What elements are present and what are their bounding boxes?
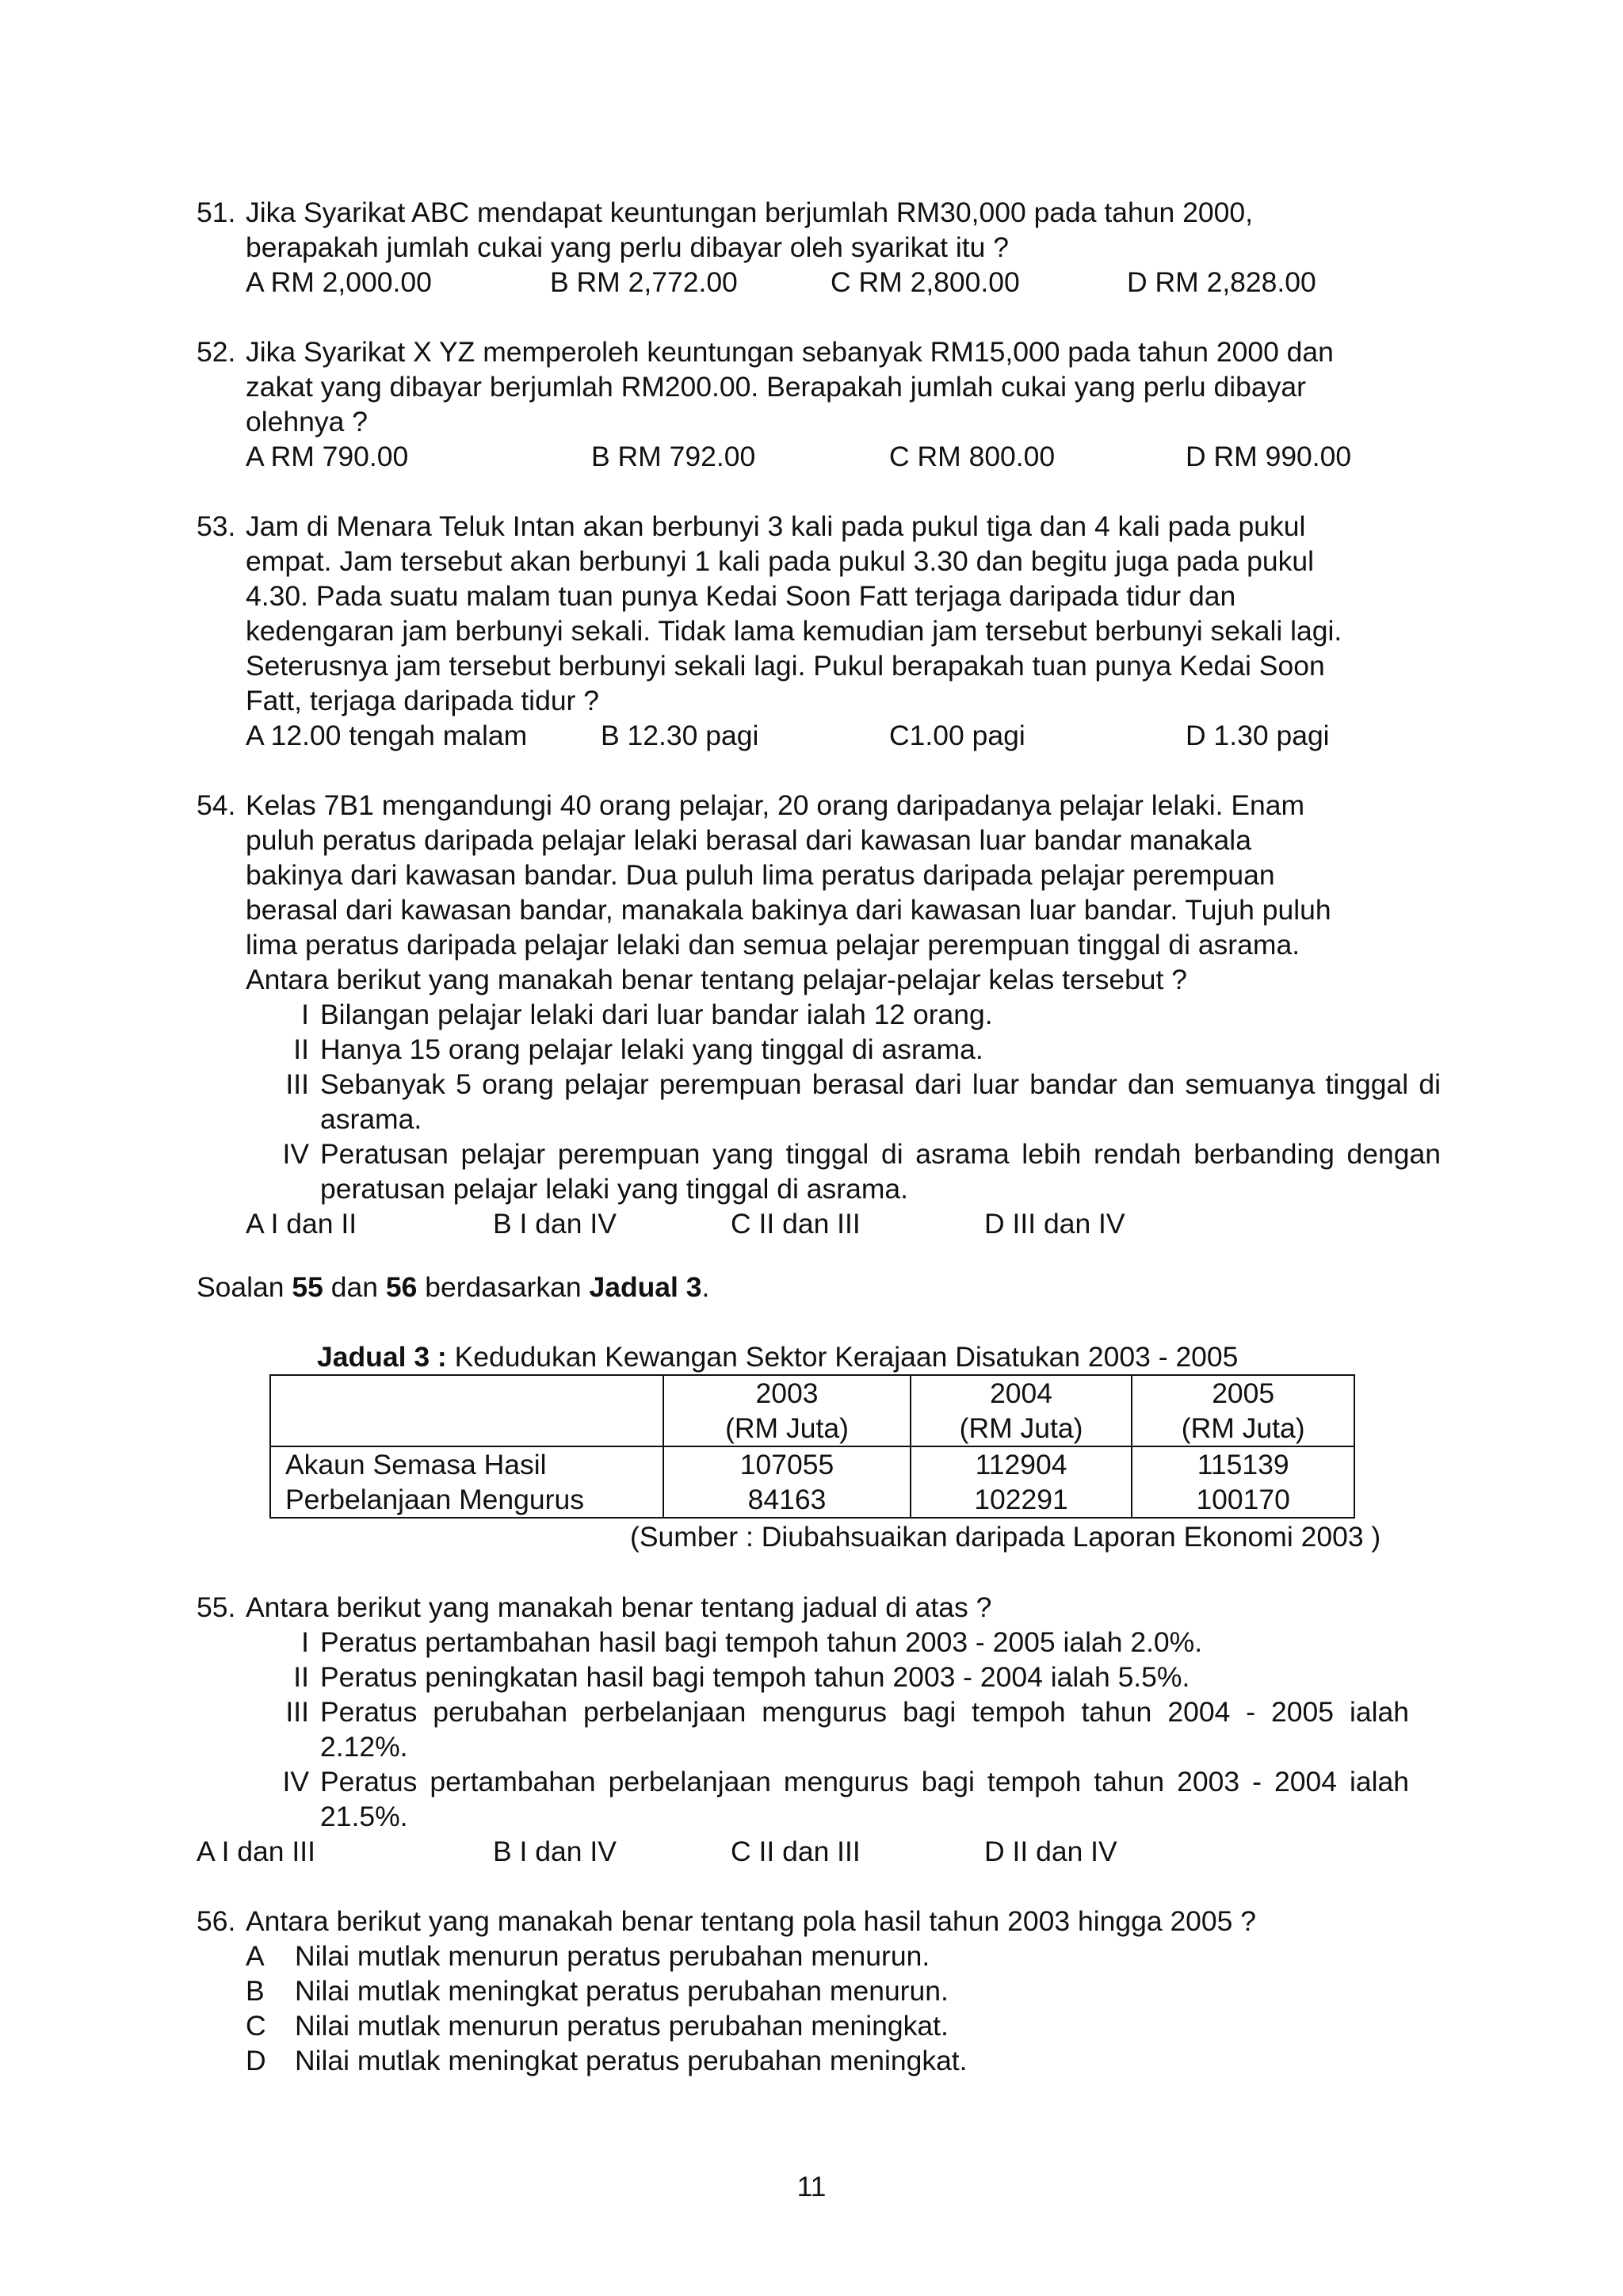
question-line: Seterusnya jam tersebut berbunyi sekali lagi. Pukul berapakah tuan punya Kedai Soon: [246, 650, 1325, 682]
choice-text: Nilai mutlak meningkat peratus perubahan menurun.: [295, 1975, 949, 2007]
question-line: berasal dari kawasan bandar, manakala bakinya dari kawasan luar bandar. Tujuh puluh: [246, 894, 1331, 926]
answer-options: [246, 718, 1441, 753]
statement-iv: [246, 1137, 1441, 1206]
question-number: 51.: [197, 197, 236, 228]
statement-ii: [246, 1660, 1441, 1694]
question-line: lima peratus daripada pelajar lelaki dan semua pelajar perempuan tinggal di asrama.: [246, 929, 1300, 961]
option-b[interactable]: B 12.30 pagi: [601, 720, 759, 751]
option-a[interactable]: A RM 790.00: [246, 441, 409, 472]
question-number: 54.: [197, 789, 236, 821]
option-a[interactable]: A I dan III: [197, 1836, 315, 1867]
question-line: Jika Syarikat X YZ memperoleh keuntungan sebanyak RM15,000 pada tahun 2000 dan: [246, 336, 1334, 368]
statement-text: Peratus pertambahan hasil bagi tempoh tahun 2003 - 2005 ialah 2.0%.: [320, 1626, 1203, 1658]
year-label: 2003: [755, 1377, 819, 1409]
answer-options: [246, 439, 1441, 474]
statement-numeral: I: [301, 999, 309, 1030]
row-label: Perbelanjaan Mengurus: [270, 1482, 663, 1518]
intro-table-ref: Jadual 3: [589, 1271, 702, 1303]
question-line: bakinya dari kawasan bandar. Dua puluh lima peratus daripada pelajar perempuan: [246, 859, 1275, 891]
choice-letter: D: [246, 2045, 266, 2076]
question-55: [197, 1590, 1441, 1834]
question-line: Jika Syarikat ABC mendapat keuntungan berjumlah RM30,000 pada tahun 2000,: [246, 197, 1253, 228]
statement-numeral: I: [301, 1626, 309, 1658]
intro-text: .: [701, 1271, 710, 1303]
choice-text: Nilai mutlak menurun peratus perubahan meningkat.: [295, 2010, 949, 2042]
question-line: Antara berikut yang manakah benar tentang pola hasil tahun 2003 hingga 2005 ?: [246, 1905, 1257, 1937]
option-d[interactable]: D 1.30 pagi: [1186, 720, 1330, 751]
unit-label: (RM Juta): [725, 1412, 849, 1444]
table-cell: 102291: [911, 1482, 1132, 1518]
question-line: Antara berikut yang manakah benar tentang pelajar-pelajar kelas tersebut ?: [246, 964, 1188, 995]
statement-numeral: IV: [282, 1138, 309, 1170]
question-52: [197, 334, 1441, 474]
intro-text: Soalan: [197, 1271, 292, 1303]
question-line: Jam di Menara Teluk Intan akan berbunyi 3 kali pada pukul tiga dan 4 kali pada pukul: [246, 510, 1306, 542]
statement-i: [246, 1625, 1441, 1660]
unit-label: (RM Juta): [959, 1412, 1083, 1444]
table-header-empty: [270, 1375, 663, 1446]
statement-numeral: III: [285, 1696, 309, 1728]
table-cell: 100170: [1132, 1482, 1354, 1518]
statement-numeral: II: [293, 1033, 309, 1065]
statement-text: Bilangan pelajar lelaki dari luar bandar ialah 12 orang.: [320, 999, 993, 1030]
question-line: puluh peratus daripada pelajar lelaki berasal dari kawasan luar bandar manakala: [246, 824, 1251, 856]
question-number: 56.: [197, 1905, 236, 1937]
option-a[interactable]: A RM 2,000.00: [246, 266, 432, 298]
table-caption: [317, 1339, 1238, 1374]
statement-text: Peratusan pelajar perempuan yang tinggal di asrama lebih rendah berbanding dengan peratusan pelajar lelaki yang tinggal di asrama.: [320, 1138, 1441, 1205]
statement-text: Peratus peningkatan hasil bagi tempoh tahun 2003 - 2004 ialah 5.5%.: [320, 1661, 1190, 1693]
table-header-2003: [663, 1375, 911, 1446]
question-53: [197, 509, 1441, 753]
option-d[interactable]: D II dan IV: [984, 1836, 1117, 1867]
statement-text: Hanya 15 orang pelajar lelaki yang tinggal di asrama.: [320, 1033, 983, 1065]
unit-label: (RM Juta): [1181, 1412, 1305, 1444]
table-caption-label: Jadual 3 :: [317, 1341, 447, 1373]
choice-letter: A: [246, 1940, 265, 1972]
question-line: Antara berikut yang manakah benar tentang jadual di atas ?: [246, 1591, 992, 1623]
question-number: 53.: [197, 510, 236, 542]
table-source: (Sumber : Diubahsuaikan daripada Laporan Ekonomi 2003 ): [630, 1521, 1381, 1553]
question-51: [197, 195, 1441, 300]
jadual-3-table: [269, 1374, 1355, 1519]
option-d[interactable]: D RM 2,828.00: [1127, 266, 1316, 298]
choice-a[interactable]: [246, 1939, 1441, 1973]
statement-iv: [246, 1764, 1441, 1834]
choice-letter: B: [246, 1975, 265, 2007]
option-b[interactable]: B I dan IV: [493, 1836, 617, 1867]
question-number: 55.: [197, 1591, 236, 1623]
page-number: 11: [796, 2171, 827, 2202]
intro-text: berdasarkan: [417, 1271, 590, 1303]
table-cell: 107055: [663, 1446, 911, 1482]
question-54: [197, 788, 1441, 1241]
table-cell: 84163: [663, 1482, 911, 1518]
table-intro: [197, 1270, 709, 1305]
table-header-2005: [1132, 1375, 1354, 1446]
statement-text: Peratus perubahan perbelanjaan mengurus bagi tempoh tahun 2004 - 2005 ialah 2.12%.: [320, 1696, 1409, 1763]
statement-ii: [246, 1032, 1441, 1067]
statement-text: Peratus pertambahan perbelanjaan mengurus bagi tempoh tahun 2003 - 2004 ialah 21.5%.: [320, 1766, 1409, 1832]
table-row: [270, 1482, 1354, 1518]
option-b[interactable]: B I dan IV: [493, 1208, 617, 1240]
table-caption-text: Kedudukan Kewangan Sektor Kerajaan Disatukan 2003 - 2005: [446, 1341, 1239, 1373]
q55-answer-options: [197, 1834, 1148, 1869]
intro-text: dan: [323, 1271, 386, 1303]
option-c[interactable]: C II dan III: [731, 1208, 861, 1240]
statement-iii: [246, 1067, 1441, 1137]
statement-text: Sebanyak 5 orang pelajar perempuan berasal dari luar bandar dan semuanya tinggal di asrama.: [320, 1068, 1441, 1135]
statement-numeral: IV: [282, 1766, 309, 1797]
year-label: 2004: [990, 1377, 1053, 1409]
intro-question-56: 56: [385, 1271, 418, 1303]
option-c[interactable]: C II dan III: [731, 1836, 861, 1867]
option-b[interactable]: B RM 2,772.00: [550, 266, 738, 298]
option-c[interactable]: C RM 2,800.00: [831, 266, 1020, 298]
statement-i: [246, 997, 1441, 1032]
question-line: Fatt, terjaga daripada tidur ?: [246, 685, 599, 716]
question-line: empat. Jam tersebut akan berbunyi 1 kali pada pukul 3.30 dan begitu juga pada pukul: [246, 545, 1314, 577]
option-d[interactable]: D III dan IV: [984, 1208, 1125, 1240]
statement-iii: [246, 1694, 1441, 1764]
choice-text: Nilai mutlak menurun peratus perubahan menurun.: [295, 1940, 930, 1972]
statement-numeral: II: [293, 1661, 309, 1693]
answer-options: [246, 265, 1441, 300]
row-label: Akaun Semasa Hasil: [270, 1446, 663, 1482]
table-cell: 112904: [911, 1446, 1132, 1482]
choice-d[interactable]: [246, 2043, 1441, 2078]
choice-letter: C: [246, 2010, 266, 2042]
answer-options: [246, 1206, 1441, 1241]
option-b[interactable]: B RM 792.00: [591, 441, 756, 472]
choice-b[interactable]: [246, 1973, 1441, 2008]
table-row: [270, 1446, 1354, 1482]
question-line: Kelas 7B1 mengandungi 40 orang pelajar, 20 orang daripadanya pelajar lelaki. Enam: [246, 789, 1305, 821]
question-line: olehnya ?: [246, 406, 368, 437]
choice-c[interactable]: [246, 2008, 1441, 2043]
question-line: zakat yang dibayar berjumlah RM200.00. Berapakah jumlah cukai yang perlu dibayar: [246, 371, 1306, 403]
option-a[interactable]: A I dan II: [246, 1208, 357, 1240]
question-number: 52.: [197, 336, 236, 368]
option-a[interactable]: A 12.00 tengah malam: [246, 720, 528, 751]
question-line: 4.30. Pada suatu malam tuan punya Kedai Soon Fatt terjaga daripada tidur dan: [246, 580, 1236, 612]
year-label: 2005: [1212, 1377, 1275, 1409]
question-line: kedengaran jam berbunyi sekali. Tidak lama kemudian jam tersebut berbunyi sekali lagi.: [246, 615, 1342, 647]
option-c[interactable]: C RM 800.00: [889, 441, 1056, 472]
table-cell: 115139: [1132, 1446, 1354, 1482]
table-header-2004: [911, 1375, 1132, 1446]
statement-numeral: III: [285, 1068, 309, 1100]
question-line: berapakah jumlah cukai yang perlu dibayar oleh syarikat itu ?: [246, 231, 1010, 263]
option-c[interactable]: C1.00 pagi: [889, 720, 1025, 751]
option-d[interactable]: D RM 990.00: [1186, 441, 1352, 472]
question-56: [197, 1904, 1441, 2078]
choice-text: Nilai mutlak meningkat peratus perubahan meningkat.: [295, 2045, 968, 2076]
intro-question-55: 55: [292, 1271, 323, 1303]
table-header-row: [270, 1375, 1354, 1446]
